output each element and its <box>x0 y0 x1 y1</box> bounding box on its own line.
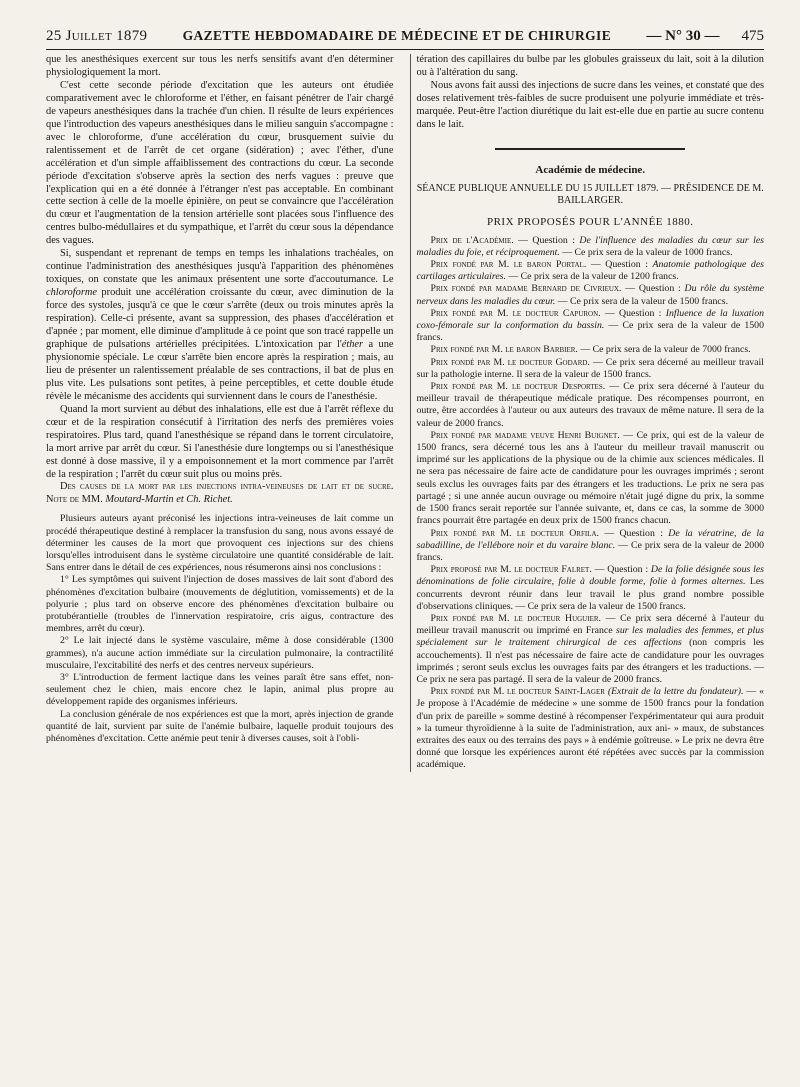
prize-label: Prix de l'Académie. <box>430 234 514 246</box>
prize-entry: Prix de l'Académie. — Question : De l'influence des maladies du cœur sur les maladies du foie, et réciproquement. — Ce prix sera de la valeur de 1000 francs. <box>416 234 764 258</box>
paragraph: tération des capillaires du bulbe par les globules graisseux du lait, soit à la dilution ou à l'altération du sang. <box>416 54 764 78</box>
prize-list <box>417 235 765 772</box>
authors: Moutard-Martin et Ch. Richet. <box>105 494 233 506</box>
italic-term: éther <box>341 338 364 350</box>
page-number: 475 <box>741 28 764 44</box>
issue-number: — N° 30 — <box>646 28 720 44</box>
section-divider <box>495 148 685 150</box>
italic-term: chloroforme <box>46 287 97 299</box>
prize-entry: Prix fondé par madame Bernard de Civrieux. — Question : Du rôle du système nerveux dans les maladies du cœur. — Ce prix sera de la valeur de 1500 francs. <box>416 283 764 307</box>
prize-entry: Prix fondé par madame veuve Henri Buignet. — Ce prix, qui est de la valeur de 1500 francs, sera décerné tous les ans à l'auteur du meilleur travail manuscrit ou imprimé sur les applications de la physique ou de la chimie aux sciences médicales. Il ne sera pas nécessaire de faire acte de candidature pour les ouvrages imprimés ; seront seuls exclus les ouvrages faits par des étrangers et les traductions. Le prix ne sera pas partagé ; si une année aucun ouvrage ou mémoire n'était jugé digne du prix, la somme de 1500 francs serait reportée sur l'année suivante, et, dans ce cas, la somme de 3000 francs pourrait être partagée en deux prix de 1500 francs chacun. <box>416 429 764 527</box>
right-column <box>410 54 765 772</box>
columns <box>46 54 764 772</box>
section-heading: Des causes de la mort par les injections intra-veineuses de lait et de sucre. Note de MM. Moutard-Martin et Ch. Richet. <box>46 481 394 506</box>
prize-question: (Extrait de la lettre du fondateur). <box>607 686 744 698</box>
prizes-title: PRIX PROPOSÉS POUR L'ANNÉE 1880. <box>486 215 694 228</box>
paragraph: La conclusion générale de nos expériences est que la mort, après injection de grande quantité de lait, survient par suite de l'anémie bulbaire, laquelle produit toujours des phénomènes d'excitation. Cette anémie peut tenir à diverses causes, soit à l'obli- <box>46 708 394 745</box>
conclusion-item: 2° Le lait injecté dans le système vasculaire, même à dose considérable (1300 grammes), n'a aucune action immédiate sur la circulation pulmonaire, la contractilité musculaire, l'excitabilité des nerfs et des centres nerveux supérieurs. <box>46 635 394 671</box>
paragraph: C'est cette seconde période d'excitation que les auteurs ont étudiée comparativement avec le chloroforme et l'éther, en faisant pénétrer de l'air chargé de vapeurs anesthésiques dans la trachée d'un chien. Il résulte de leurs expériences que l'introduction des vapeurs anesthésiques dans le milieu sanguin s'accompagne : avec le chloroforme, d'une accélération du cœur, brusquement suivie du ralentissement et de l'arrêt de cet organe (sidération) ; avec l'éther, d'une accélération et d'un simple affaiblissement des contractions du cœur. La seconde période d'excitation s'observe après la section des nerfs vagues : preuve que l'explication qui en a été donnée à l'étranger n'est pas acceptable. En combinant cette section à celle de la moelle épinière, on peut se convaincre que l'accélération du cœur et l'augmentation de la tension artérielle sont placées sous l'influence des centres bulbo-médullaires et du sympathique, et l'arrêt du cœur sous la dépendance des vagues. <box>46 79 394 247</box>
prize-label: Prix fondé par madame Bernard de Civrieux. <box>430 283 622 295</box>
prize-question: Anatomie pathologique des cartilages articulaires. <box>416 259 764 283</box>
session-line: SÉANCE PUBLIQUE ANNUELLE DU 15 JUILLET 1879. — PRÉSIDENCE DE M. BAILLARGER. <box>416 182 764 207</box>
page-header <box>46 28 764 50</box>
prize-label: Prix fondé par madame veuve Henri Buignet. <box>430 429 620 441</box>
prize-label: Prix fondé par M. le docteur Saint-Lager <box>430 686 605 698</box>
prize-entry: Prix fondé par M. le docteur Orfila. — Question : De la vératrine, de la sabadilline, de l'ellébore noir et du varaire blanc. — Ce prix sera de la valeur de 2000 francs. <box>416 527 764 563</box>
header-right <box>646 28 764 45</box>
conclusion-item: 3° L'introduction de ferment lactique dans les veines paraît être sans effet, non-seulement chez le chien, mais encore chez le lapin, animal plus propre au développement rapide des organismes inférieurs. <box>46 672 394 708</box>
prize-question: sur les maladies des femmes, et plus spécialement sur le traitement chirurgical de ces affections <box>416 625 764 649</box>
prize-label: Prix fondé par M. le docteur Huguier. <box>430 612 601 624</box>
conclusion-item: 1° Les symptômes qui suivent l'injection de doses massives de lait sont d'abord des phénomènes d'excitation bulbaire (mouvements de déglutition, vomissements) et de la polyurie ; plus tard on observe encore des phénomènes d'excitation bulbaire ou protubérantielle (troubles de l'innervation respiratoire, cris aigus, contracture des membres, arrêt du cœur). <box>46 574 394 635</box>
prize-label: Prix fondé par M. le docteur Orfila. <box>430 527 599 539</box>
prize-label: Prix fondé par M. le baron Barbier. <box>430 344 578 356</box>
issue-date: 25 Juillet 1879 <box>46 28 148 44</box>
prize-question: De l'influence des maladies du cœur sur les maladies du foie, et réciproquement. <box>416 234 764 258</box>
prize-label: Prix fondé par M. le docteur Godard. <box>430 356 590 368</box>
prize-entry: Prix fondé par M. le baron Barbier. — Ce prix sera de la valeur de 7000 francs. <box>430 344 751 356</box>
paragraph: que les anesthésiques exercent sur tous les nerfs sensitifs avant d'en déterminer physiologiquement la mort. <box>46 54 394 78</box>
left-column <box>46 54 394 772</box>
section-title: Académie de médecine. <box>535 163 646 176</box>
prize-entry: Prix fondé par M. le docteur Godard. — Ce prix sera décerné au meilleur travail sur la pathologie interne. Il sera de la valeur de 1500 francs. <box>416 356 764 380</box>
paragraph: Si, suspendant et reprenant de temps en temps les inhalations trachéales, on continue l'administration des anesthésiques jusqu'à l'apparition des phénomènes toxiques, on constate que les animaux présentent une sorte d'accoutumance. Le chloroforme produit une accélération croissante du cœur, avec diminution de la force des systoles, jusqu'à ce que le cœur s'arrête (deux ou trois minutes après la respiration). Celle-ci présente, avant sa suppression, des phases d'accélération et d'apnée ; par moment, elle diminue d'amplitude à ce point que son tracé rappelle un graphique de pulsations artérielles précipitées. L'intoxication par l'éther a une physionomie spéciale. Le cœur s'arrête bien encore après la respiration ; mais, au lieu de présenter un ralentissement préalable de ses contractions, il bat de plus en plus vite. Les pulsations sont petites, à peine perceptibles, et cette double étude révèle le mécanisme des accidents qui surviennent dans le cours de l'anesthésie. <box>46 248 394 402</box>
prize-question: Influence de la luxation coxo-fémorale sur la conformation du bassin. <box>416 307 764 332</box>
prize-entry: Prix proposé par M. le docteur Falret. — Question : De la folie désignée sous les dénominations de folie circulaire, folie à double forme, folie à formes alternes. Les concurrents devront réunir dans leur travail le plus grand nombre possible d'observations cliniques. — Ce prix sera de la valeur de 1500 francs. <box>416 564 764 612</box>
paragraph: Nous avons fait aussi des injections de sucre dans les veines, et constaté que des doses relativement très-faibles de sucre produisent une polyurie immédiate et très-marquée. Peut-être l'action diurétique du lait est-elle due en partie au sucre contenu dans le lait. <box>416 79 764 130</box>
prize-entry: Prix fondé par M. le docteur Huguier. — Ce prix sera décerné à l'auteur du meilleur travail manuscrit ou imprimé en France sur les maladies des femmes, et plus spécialement sur le traitement chirurgical de ces affections (non compris les accouchements). Il n'est pas nécessaire de faire acte de candidature pour les ouvrages imprimés ; seront seuls exclus les ouvrages faits par des étrangers et les traductions. — Ce prix ne sera pas partagé. Il sera de la valeur de 2000 francs. <box>416 612 764 685</box>
prize-label: Prix proposé par M. le docteur Falret. <box>430 564 592 576</box>
prize-question: Du rôle du système nerveux dans les maladies du cœur. <box>416 283 764 307</box>
prize-label: Prix fondé par M. le docteur Desportes. <box>430 381 606 393</box>
journal-title: GAZETTE HEBDOMADAIRE DE MÉDECINE ET DE CHIRURGIE <box>182 28 612 43</box>
prize-entry: Prix fondé par M. le docteur Saint-Lager (Extrait de la lettre du fondateur). — « Je propose à l'Académie de médecine » une somme de 1500 francs pour la fondation d'un prix de pareille » somme destiné à récompenser l'expérimentateur qui aura produit » la tumeur thyroïdienne à la suite de l'administration, aux ani- » maux, de substances extraites des eaux ou des terrains des pays » à endémie goîtreuse. » Le prix ne devra être donné que lorsque les expériences auront été répétées avec succès par la commission académique. <box>416 686 765 771</box>
prize-entry: Prix fondé par M. le docteur Desportes. — Ce prix sera décerné à l'auteur du meilleur travail de thérapeutique médicale pratique. Des récompenses pourront, en outre, être accordées à l'auteur ou aux auteurs des travaux de même nature. Il sera de la valeur de 2000 francs. <box>416 381 764 429</box>
prize-label: Prix fondé par M. le baron Portal. <box>430 259 587 271</box>
prize-question: De la folie désignée sous les dénominations de folie circulaire, folie à double forme, folie à formes alternes. <box>416 564 764 588</box>
paragraph: Plusieurs auteurs ayant préconisé les injections intra-veineuses de lait comme un procédé thérapeutique destiné à remplacer la transfusion du sang, nous avons essayé de déterminer les causes de la mort que provoquent ces injections sur des chiens lorsqu'elles introduisent dans le système circulatoire une quantité considérable de lait. Sans entrer dans le détail de ces expériences, nous résumerons ainsi nos conclusions : <box>46 513 394 574</box>
prize-entry: Prix fondé par M. le baron Portal. — Question : Anatomie pathologique des cartilages articulaires. — Ce prix sera de la valeur de 1200 francs. <box>416 259 764 283</box>
prize-label: Prix fondé par M. le docteur Capuron. <box>430 307 601 319</box>
paragraph: Quand la mort survient au début des inhalations, elle est due à l'arrêt réflexe du cœur et de la respiration consécutif à l'irritation des nerfs des premières voies respiratoires. Plus tard, quand l'anesthésique se répand dans le torrent circulatoire, la mort arrive par arrêt du cœur. Si l'anesthésie dure longtemps ou si l'anesthésique est donné à dose massive, il y a empoisonnement et la mort commence par l'arrêt de la respiration ; l'arrêt du cœur suit plus ou moins près. <box>46 403 394 480</box>
prize-question: De la vératrine, de la sabadilline, de l'ellébore noir et du varaire blanc. <box>416 527 764 551</box>
prize-entry: Prix fondé par M. le docteur Capuron. — Question : Influence de la luxation coxo-fémorale sur la conformation du bassin. — Ce prix sera de la valeur de 1500 francs. <box>416 307 764 344</box>
